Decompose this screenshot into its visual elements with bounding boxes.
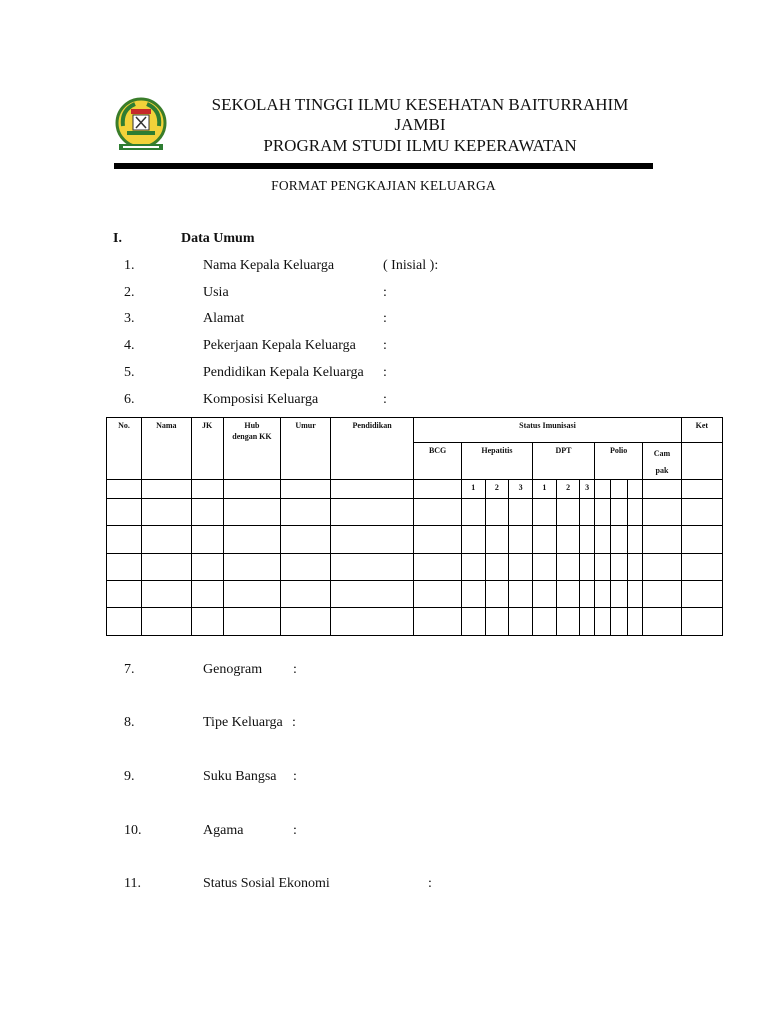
item-number: 4. [124, 338, 135, 353]
table-row [107, 526, 723, 554]
table-row [107, 608, 723, 636]
ket-empty-cell [681, 443, 722, 480]
item-label-genogram: Genogram [203, 662, 263, 677]
col-header-status-imunisasi: Status Imunisasi [414, 418, 681, 443]
table-row [107, 581, 723, 608]
col-header-bcg: BCG [414, 443, 461, 480]
item-number: 5. [124, 365, 135, 380]
item-separator: : [383, 311, 387, 326]
item-label-suku-bangsa: Suku Bangsa [203, 769, 277, 784]
family-composition-table [106, 417, 723, 636]
header-institution-name: SEKOLAH TINGGI ILMU KESEHATAN BAITURRAHIM [211, 95, 629, 114]
form-title: FORMAT PENGKAJIAN KELUARGA [271, 178, 496, 193]
item-label-pekerjaan: Pekerjaan Kepala Keluarga [203, 338, 356, 353]
col-header-nama: Nama [142, 418, 192, 480]
col-header-dpt: DPT [533, 443, 595, 480]
item-label-usia: Usia [203, 285, 229, 300]
item-label-komposisi: Komposisi Keluarga [203, 392, 319, 407]
item-number: 7. [124, 662, 135, 677]
col-header-jk: JK [191, 418, 223, 480]
dpt-dose-3: 3 [580, 480, 594, 499]
col-header-umur: Umur [281, 418, 331, 480]
col-header-polio: Polio [594, 443, 642, 480]
item-separator: : [293, 823, 297, 838]
item-number: 9. [124, 769, 135, 784]
item-separator: : [428, 876, 432, 891]
hepatitis-dose-2: 2 [485, 480, 509, 499]
col-header-hepatitis: Hepatitis [461, 443, 532, 480]
item-number: 6. [124, 392, 135, 407]
col-header-campak: Cam pak [643, 443, 681, 480]
item-separator: : [383, 285, 387, 300]
item-separator: ( Inisial ): [383, 258, 439, 273]
table-row [107, 499, 723, 526]
item-separator: : [383, 392, 387, 407]
item-label-alamat: Alamat [203, 311, 245, 326]
institution-logo [113, 96, 169, 154]
section-title: Data Umum [181, 231, 255, 246]
hepatitis-dose-1: 1 [461, 480, 485, 499]
item-number: 1. [124, 258, 135, 273]
item-separator: : [383, 365, 387, 380]
item-number: 8. [124, 715, 135, 730]
item-number: 11. [124, 876, 141, 891]
item-label-agama: Agama [203, 823, 244, 838]
table-row [107, 554, 723, 581]
item-number: 2. [124, 285, 135, 300]
header-divider [114, 163, 653, 169]
section-number: I. [113, 231, 122, 246]
item-number: 3. [124, 311, 135, 326]
item-label-nama-kepala-keluarga: Nama Kepala Keluarga [203, 258, 335, 273]
col-header-no: No. [107, 418, 142, 480]
dpt-dose-2: 2 [556, 480, 580, 499]
item-separator: : [293, 662, 297, 677]
col-header-hub-kk: Hub dengan KK [223, 418, 281, 480]
item-separator: : [293, 769, 297, 784]
dpt-dose-1: 1 [533, 480, 557, 499]
item-separator: : [383, 338, 387, 353]
item-separator: : [292, 715, 296, 730]
item-number: 10. [124, 823, 142, 838]
header-program: PROGRAM STUDI ILMU KEPERAWATAN [263, 136, 577, 155]
item-label-status-sosial-ekonomi: Status Sosial Ekonomi [203, 876, 330, 891]
col-header-pendidikan: Pendidikan [330, 418, 414, 480]
item-label-tipe-keluarga: Tipe Keluarga [203, 715, 283, 730]
col-header-ket: Ket [681, 418, 722, 443]
hepatitis-dose-3: 3 [509, 480, 533, 499]
item-label-pendidikan: Pendidikan Kepala Keluarga [203, 365, 364, 380]
header-city: JAMBI [394, 115, 446, 134]
